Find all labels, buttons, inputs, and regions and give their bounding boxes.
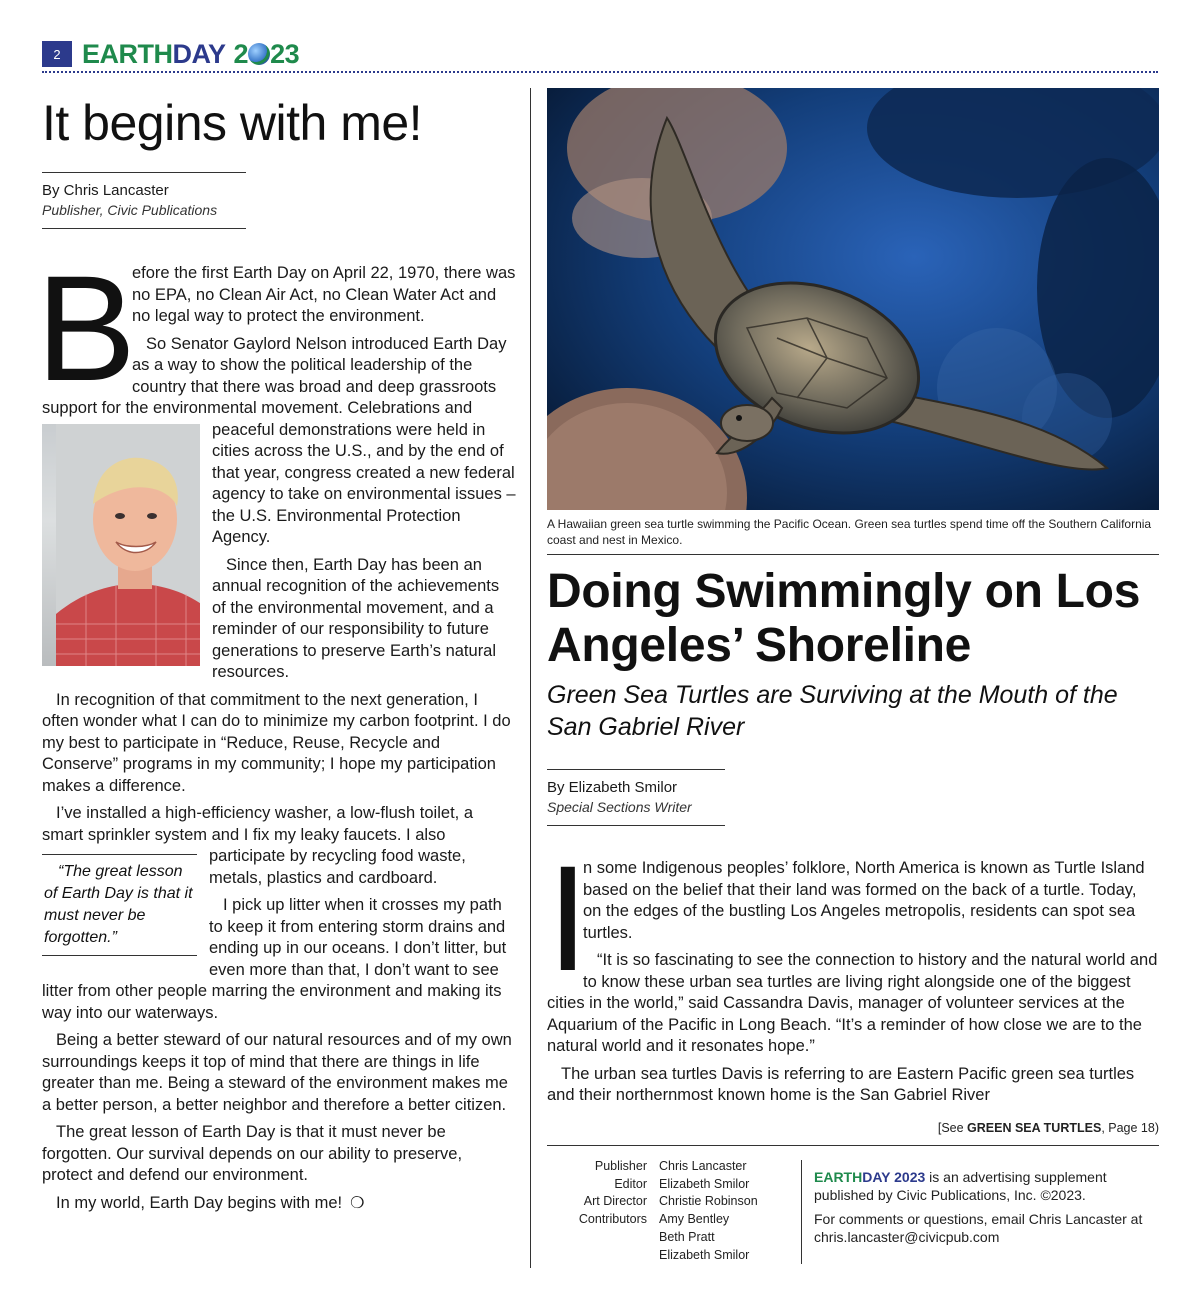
right-paragraph-2: “It is so fascinating to see the connection to history and the natural world and to know these urban sea turtles are living right alongside one of the biggest cities in the world,” said Cassandra Davis, manager of volunteer services at the Aquarium of the Pacific in Long Beach. “It’s a reminder of how close we are to the natural world and it resonates hope.”: [547, 951, 1158, 1055]
sea-turtle-photo: [547, 88, 1159, 510]
logo-year-prefix: 2: [233, 39, 249, 69]
staff-name: Amy Bentley: [659, 1212, 730, 1227]
right-byline: [547, 769, 725, 826]
left-article-body: [36, 244, 517, 1220]
supplement-note: [814, 1168, 1154, 1204]
left-paragraph-5: [42, 803, 517, 946]
left-paragraph-3: Since then, Earth Day has been an annual recognition of the achievements of the environmental movement, and a reminder of our responsibility to future generations to preserve Earth’s natural resources.: [212, 555, 500, 681]
right-paragraph-3: The urban sea turtles Davis is referring to are Eastern Pacific green sea turtles and their northernmost known home is the San Gabriel River: [547, 1064, 1135, 1104]
page-number: 2: [42, 41, 72, 67]
left-paragraph-2-part-a: So Senator Gaylord Nelson introduced Earth Day as a way to show the political leadership of the country that there was broad and deep grassroots support for the environmental movement. Celebrations: [42, 334, 507, 417]
column-divider: [530, 88, 531, 1268]
staff-role: Contributors: [578, 1212, 647, 1227]
staff-name: Elizabeth Smilor: [659, 1176, 750, 1191]
right-paragraph-1: n some Indigenous peoples’ folklore, North America is known as Turtle Island based on the belief that their land was formed on the back of a turtle. Today, on the edges of the bustling Los Angeles metropolis, residents can spot sea turtles.: [583, 859, 1145, 942]
staff-name: Chris Lancaster: [659, 1159, 747, 1173]
staff-name: Christie Robinson: [659, 1194, 758, 1209]
globe-icon: [248, 43, 270, 65]
staff-role: Art Director: [583, 1194, 647, 1209]
left-paragraph-9-text: In my world, Earth Day begins with me!: [56, 1193, 343, 1212]
end-mark-icon: ❍: [350, 1194, 365, 1212]
see-topic: GREEN SEA TURTLES: [967, 1120, 1102, 1135]
left-paragraph-9: [42, 1193, 517, 1215]
left-paragraph-6: I pick up litter when it crosses my path to keep it from entering storm drains and ending up in our oceans. I don’t litter, but even more than that, I don’t want to see litter from other people marring the environment and making its way into our waterways.: [42, 896, 507, 1022]
portrait-illustration: [56, 424, 200, 666]
author-portrait: [42, 424, 200, 666]
left-author: By Chris Lancaster: [42, 182, 169, 199]
sea-turtle-illustration: [547, 88, 1159, 510]
page-header: [42, 40, 299, 68]
see-prefix: [See: [937, 1120, 968, 1135]
staff-role: Publisher: [594, 1159, 647, 1173]
right-article-title: Doing Swimmingly on Los Angeles’ Shoreline: [547, 565, 1141, 672]
supplement-text: is an advertising supplement published by Civic Publications, Inc. ©2023.: [814, 1169, 1107, 1203]
right-article-body: [547, 834, 1159, 1107]
continued-reference: [547, 1121, 1159, 1135]
masthead-brand-day: DAY 2023: [862, 1169, 926, 1185]
logo-year: [234, 39, 300, 69]
header-dotted-rule: [42, 71, 1158, 73]
left-paragraph-4: In recognition of that commitment to the next generation, I often wonder what I can do to minimize my carbon footprint. I do my best to participate in “Reduce, Reuse, Recycle and Conserve” programs in my community; I hope my participation makes a difference.: [42, 690, 511, 795]
staff-role: [547, 1247, 647, 1265]
see-suffix: , Page 18): [1101, 1120, 1159, 1135]
right-dropcap: I: [547, 834, 589, 1002]
photo-caption: A Hawaiian green sea turtle swimming the Pacific Ocean. Green sea turtles spend time off the Southern California coast and nest in Mexico.: [547, 516, 1159, 555]
pull-quote: “The great lesson of Earth Day is that it must never be forgotten.”: [42, 854, 197, 956]
left-paragraph-2-part-b: and peaceful demonstrations were held in cities across the U.S., and by the end of that year, congress created a new federal agency to take on environmental issues – the U.S. Environmental Protection Agency.: [212, 399, 516, 546]
left-article: [36, 88, 517, 1212]
masthead: [547, 1145, 1159, 1264]
left-paragraph-8: The great lesson of Earth Day is that it must never be forgotten. Our survival depends on our ability to preserve, protect and defend our environment.: [42, 1123, 463, 1184]
logo-earth: EARTH: [82, 39, 173, 69]
staff-role: Editor: [614, 1176, 647, 1191]
left-paragraph-5-part-a: I’ve installed a high-efficiency washer, a low-flush toilet, a smart sprinkler system and I fix my leaky faucets. I also: [42, 804, 473, 844]
right-author-role: Special Sections Writer: [547, 799, 692, 815]
left-author-role: Publisher, Civic Publications: [42, 202, 218, 218]
contact-note: For comments or questions, email Chris Lancaster at chris.lancaster@civicpub.com: [814, 1211, 1143, 1245]
left-dropcap: B: [36, 244, 137, 412]
logo-year-suffix: 23: [270, 39, 300, 69]
masthead-brand-earth: EARTH: [814, 1169, 863, 1185]
right-article-subtitle: Green Sea Turtles are Surviving at the Mouth of the San Gabriel River: [547, 681, 1118, 741]
staff-name: Elizabeth Smilor: [659, 1247, 750, 1262]
staff-name: Beth Pratt: [659, 1229, 715, 1244]
left-paragraph-7: Being a better steward of our natural resources and of my own surroundings keeps it top of mind that there are things in life greater than me. Being a steward of the environment makes me a better person, a better neighbor and therefore a better citizen.: [42, 1031, 512, 1114]
right-article: [547, 88, 1159, 1135]
left-paragraph-5-part-b: participate by recycling food waste, metals, plastics and cardboard.: [209, 847, 466, 887]
staff-role: [547, 1229, 647, 1247]
logo-day: DAY: [172, 39, 226, 69]
earthday-logo: [82, 40, 299, 68]
publication-info: [814, 1168, 1154, 1264]
masthead-divider: [801, 1160, 802, 1264]
right-author: By Elizabeth Smilor: [547, 779, 678, 796]
staff-list: [547, 1158, 789, 1264]
left-article-title: It begins with me!: [42, 95, 423, 151]
left-paragraph-1: efore the first Earth Day on April 22, 1970, there was no EPA, no Clean Air Act, no Clean Water Act and no legal way to protect the environment.: [132, 264, 516, 325]
left-byline: [42, 172, 246, 229]
